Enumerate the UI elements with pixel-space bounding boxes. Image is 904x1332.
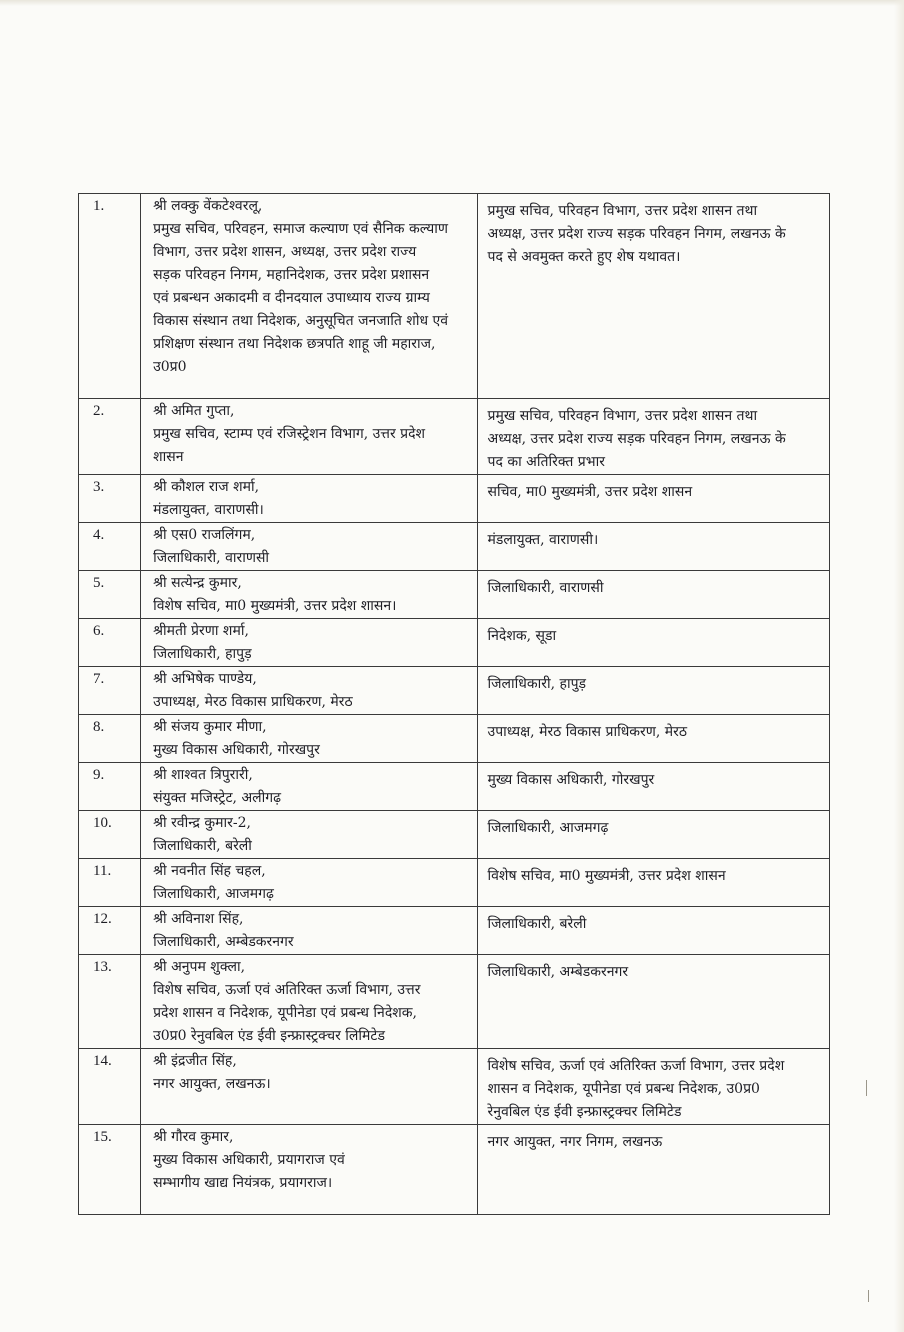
officer-name-current-post [141, 667, 477, 715]
new-posting-line: जिलाधिकारी, अम्बेडकरनगर [487, 964, 629, 980]
officer-name-current-post [141, 955, 477, 1049]
new-posting-line: अध्यक्ष, उत्तर प्रदेश राज्य सड़क परिवहन निगम, लखनऊ के [487, 226, 786, 242]
officer-name-line: श्री रवीन्द्र कुमार-2, [153, 815, 251, 831]
table-row [79, 1125, 830, 1215]
officer-name-line: जिलाधिकारी, बरेली [153, 838, 252, 854]
officer-name-line: श्री कौशल राज शर्मा, [153, 479, 260, 495]
officer-name-current-post [141, 619, 477, 667]
new-posting [477, 955, 829, 1049]
officer-name-line: श्री संजय कुमार मीणा, [153, 719, 267, 735]
serial-number: 12. [79, 907, 141, 955]
table-row [79, 571, 830, 619]
table-row [79, 194, 830, 399]
serial-number: 5. [79, 571, 141, 619]
serial-number: 8. [79, 715, 141, 763]
table-row [79, 667, 830, 715]
officer-name-line: उ0प्र0 [153, 359, 187, 375]
officer-name-line: प्रदेश शासन व निदेशक, यूपीनेडा एवं प्रबन्ध निदेशक, [153, 1005, 417, 1021]
officer-name-line: प्रमुख सचिव, स्टाम्प एवं रजिस्ट्रेशन विभाग, उत्तर प्रदेश [153, 426, 426, 442]
officer-name-line: सड़क परिवहन निगम, महानिदेशक, उत्तर प्रदेश प्रशासन [153, 267, 430, 283]
officer-name-current-post [141, 523, 477, 571]
officer-name-current-post [141, 859, 477, 907]
new-posting-line: सचिव, मा0 मुख्यमंत्री, उत्तर प्रदेश शासन [487, 484, 693, 500]
officer-name-line: श्री नवनीत सिंह चहल, [153, 863, 266, 879]
officer-name-current-post [141, 1049, 477, 1125]
officer-name-line: श्री अनुपम शुक्ला, [153, 959, 246, 975]
new-posting [477, 811, 829, 859]
page-right-shadow [894, 0, 904, 1332]
table-row [79, 955, 830, 1049]
new-posting-line: पद से अवमुक्त करते हुए शेष यथावत। [487, 249, 681, 265]
officer-name-line: श्री शाश्वत त्रिपुरारी, [153, 767, 253, 783]
new-posting [477, 907, 829, 955]
transfer-table [78, 193, 830, 1215]
table-row [79, 811, 830, 859]
new-posting-line: प्रमुख सचिव, परिवहन विभाग, उत्तर प्रदेश शासन तथा [487, 408, 758, 424]
new-posting-line: पद का अतिरिक्त प्रभार [487, 454, 605, 470]
new-posting [477, 619, 829, 667]
new-posting-line: निदेशक, सूडा [487, 628, 557, 644]
officer-name-line: जिलाधिकारी, हापुड़ [153, 646, 252, 662]
officer-name-line: संयुक्त मजिस्ट्रेट, अलीगढ़ [153, 790, 282, 806]
table-row [79, 1049, 830, 1125]
new-posting-line: जिलाधिकारी, बरेली [487, 916, 587, 932]
new-posting-line: जिलाधिकारी, आजमगढ़ [487, 820, 609, 836]
new-posting-line: उपाध्यक्ष, मेरठ विकास प्राधिकरण, मेरठ [487, 724, 688, 740]
officer-name-line: विशेष सचिव, ऊर्जा एवं अतिरिक्त ऊर्जा विभाग, उत्तर [153, 982, 421, 998]
page-top-edge [0, 0, 904, 6]
new-posting-line: मुख्य विकास अधिकारी, गोरखपुर [487, 772, 655, 788]
new-posting [477, 667, 829, 715]
officer-name-line: श्री गौरव कुमार, [153, 1129, 234, 1145]
serial-number: 4. [79, 523, 141, 571]
new-posting-line: विशेष सचिव, ऊर्जा एवं अतिरिक्त ऊर्जा विभाग, उत्तर प्रदेश [487, 1058, 785, 1074]
officer-name-current-post [141, 1125, 477, 1215]
new-posting-line: जिलाधिकारी, हापुड़ [487, 676, 587, 692]
new-posting-line: मंडलायुक्त, वाराणसी। [487, 532, 599, 548]
officer-name-line: नगर आयुक्त, लखनऊ। [153, 1076, 271, 1092]
serial-number: 14. [79, 1049, 141, 1125]
officer-name-line: श्री अभिषेक पाण्डेय, [153, 671, 257, 687]
transfer-table-body [79, 194, 830, 1215]
officer-name-current-post [141, 763, 477, 811]
new-posting [477, 194, 829, 399]
serial-number: 2. [79, 399, 141, 475]
table-row [79, 399, 830, 475]
table-row [79, 715, 830, 763]
officer-name-line: शासन [153, 449, 184, 465]
new-posting-line: विशेष सचिव, मा0 मुख्यमंत्री, उत्तर प्रदेश शासन [487, 868, 726, 884]
officer-name-line: श्रीमती प्रेरणा शर्मा, [153, 623, 249, 639]
new-posting-line: जिलाधिकारी, वाराणसी [487, 580, 604, 596]
new-posting [477, 571, 829, 619]
new-posting [477, 399, 829, 475]
new-posting [477, 475, 829, 523]
officer-name-line: जिलाधिकारी, आजमगढ़ [153, 886, 274, 902]
serial-number: 15. [79, 1125, 141, 1215]
new-posting [477, 1125, 829, 1215]
table-row [79, 523, 830, 571]
officer-name-line: प्रमुख सचिव, परिवहन, समाज कल्याण एवं सैनिक कल्याण [153, 221, 448, 237]
new-posting-line: प्रमुख सचिव, परिवहन विभाग, उत्तर प्रदेश शासन तथा [487, 203, 758, 219]
officer-name-line: सम्भागीय खाद्य नियंत्रक, प्रयागराज। [153, 1175, 333, 1191]
serial-number: 7. [79, 667, 141, 715]
new-posting-line: रेनुवबिल एंड ईवी इन्फ्रास्ट्रक्चर लिमिटेड [487, 1104, 682, 1120]
serial-number: 6. [79, 619, 141, 667]
new-posting [477, 859, 829, 907]
serial-number: 9. [79, 763, 141, 811]
officer-name-current-post [141, 194, 477, 399]
new-posting-line: नगर आयुक्त, नगर निगम, लखनऊ [487, 1134, 663, 1150]
officer-name-current-post [141, 475, 477, 523]
officer-name-line: मुख्य विकास अधिकारी, गोरखपुर [153, 742, 320, 758]
table-row [79, 619, 830, 667]
officer-name-line: मंडलायुक्त, वाराणसी। [153, 502, 264, 518]
new-posting [477, 763, 829, 811]
officer-name-line: मुख्य विकास अधिकारी, प्रयागराज एवं [153, 1152, 345, 1168]
officer-name-line: श्री एस0 राजलिंगम, [153, 527, 256, 543]
new-posting [477, 523, 829, 571]
officer-name-line: जिलाधिकारी, अम्बेडकरनगर [153, 934, 294, 950]
officer-name-line: विशेष सचिव, मा0 मुख्यमंत्री, उत्तर प्रदेश शासन। [153, 598, 397, 614]
officer-name-line: श्री सत्येन्द्र कुमार, [153, 575, 242, 591]
officer-name-current-post [141, 715, 477, 763]
officer-name-line: उपाध्यक्ष, मेरठ विकास प्राधिकरण, मेरठ [153, 694, 353, 710]
new-posting [477, 715, 829, 763]
officer-name-line: प्रशिक्षण संस्थान तथा निदेशक छत्रपति शाहू जी महाराज, [153, 336, 436, 352]
officer-name-current-post [141, 907, 477, 955]
officer-name-line: एवं प्रबन्धन अकादमी व दीनदयाल उपाध्याय राज्य ग्राम्य [153, 290, 430, 306]
table-row [79, 907, 830, 955]
officer-name-line: विकास संस्थान तथा निदेशक, अनुसूचित जनजाति शोध एवं [153, 313, 449, 329]
table-row [79, 859, 830, 907]
officer-name-line: उ0प्र0 रेनुवबिल एंड ईवी इन्फ्रास्ट्रक्चर लिमिटेड [153, 1028, 385, 1044]
table-row [79, 763, 830, 811]
officer-name-line: जिलाधिकारी, वाराणसी [153, 550, 270, 566]
serial-number: 1. [79, 194, 141, 399]
edge-mark [866, 1080, 867, 1096]
officer-name-line: श्री लक्कु वेंकटेश्वरलू, [153, 198, 263, 214]
serial-number: 3. [79, 475, 141, 523]
officer-name-current-post [141, 399, 477, 475]
officer-name-current-post [141, 571, 477, 619]
table-row [79, 475, 830, 523]
serial-number: 10. [79, 811, 141, 859]
new-posting-line: शासन व निदेशक, यूपीनेडा एवं प्रबन्ध निदेशक, उ0प्र0 [487, 1081, 760, 1097]
officer-name-line: श्री इंद्रजीत सिंह, [153, 1053, 237, 1069]
officer-name-line: श्री अविनाश सिंह, [153, 911, 244, 927]
serial-number: 11. [79, 859, 141, 907]
edge-mark [868, 1290, 869, 1302]
officer-name-line: विभाग, उत्तर प्रदेश शासन, अध्यक्ष, उत्तर प्रदेश राज्य [153, 244, 417, 260]
serial-number: 13. [79, 955, 141, 1049]
new-posting [477, 1049, 829, 1125]
officer-name-current-post [141, 811, 477, 859]
new-posting-line: अध्यक्ष, उत्तर प्रदेश राज्य सड़क परिवहन निगम, लखनऊ के [487, 431, 786, 447]
officer-name-line: श्री अमित गुप्ता, [153, 403, 235, 419]
